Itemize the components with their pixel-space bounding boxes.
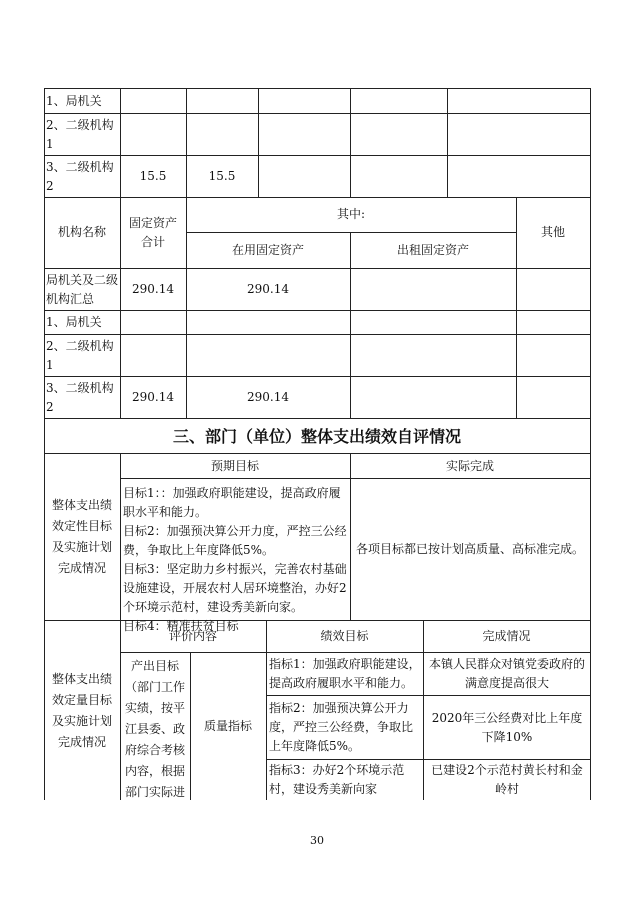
table-row-label: 局机关及二级机构汇总 xyxy=(46,272,119,306)
section-title: 三、部门（单位）整体支出绩效自评情况 xyxy=(172,426,461,446)
evaluation-content-header: 评价内容 xyxy=(168,629,217,643)
header-fixed-assets-total: 固定资产合计 xyxy=(128,215,177,249)
header-leased-assets: 出租固定资产 xyxy=(396,242,469,257)
table-row-label: 3、二级机构2 xyxy=(46,380,114,414)
header-in-use-assets: 在用固定资产 xyxy=(231,242,304,257)
header-org-name: 机构名称 xyxy=(57,225,106,239)
table-row-label: 2、二级机构1 xyxy=(46,117,114,151)
table-row-label: 3、二级机构2 xyxy=(46,159,114,193)
indicator-completion: 2020年三公经费对比上年度下降10% xyxy=(431,710,583,744)
table-cell: 15.5 xyxy=(208,169,236,183)
table-row-label: 2、二级机构1 xyxy=(46,338,114,372)
indicator-completion: 本镇人民群众对镇党委政府的满意度提高很大 xyxy=(428,657,585,690)
indicator-goal: 指标1：加强政府职能建设，提高政府履职水平和能力。 xyxy=(269,657,421,690)
table-cell: 290.14 xyxy=(247,282,289,296)
table-row-label: 1、局机关 xyxy=(46,93,102,108)
output-goal-text: 产出目标（部门工作实绩，按平江县委、政府综合考核内容，根据部门实际进 xyxy=(124,659,185,799)
expected-goals-header: 预期目标 xyxy=(210,458,259,473)
expected-goals-text: 目标1：：加强政府职能建设，提高政府履职水平和能力。 目标2：加强预决算公开力度，严控三公经费，争取比上年度降低5%。 目标3：坚定助力乡村振兴，完善农村基础设施建设，开展农村人居环境整治，办好2个环境示范村，建设秀美新向家。 目标4：精准扶贫目标 xyxy=(123,486,347,633)
header-other: 其他 xyxy=(540,225,565,239)
quantitative-label: 整体支出绩效定量目标及实施计划完成情况 xyxy=(51,671,112,749)
table-cell: 290.14 xyxy=(132,390,174,404)
table-cell: 15.5 xyxy=(139,169,167,183)
actual-completion-text: 各项目标都已按计划高质量、高标准完成。 xyxy=(355,542,584,556)
qualitative-label: 整体支出绩效定性目标及实施计划完成情况 xyxy=(51,498,112,575)
page-number: 30 xyxy=(310,833,324,847)
table-cell: 290.14 xyxy=(132,282,174,296)
header-of-which: 其中: xyxy=(336,207,366,221)
completion-status-header: 完成情况 xyxy=(482,629,531,643)
actual-completion-header: 实际完成 xyxy=(445,458,494,473)
performance-goal-header: 绩效目标 xyxy=(320,629,369,643)
table-row-label: 1、局机关 xyxy=(46,315,102,329)
indicator-goal: 指标2：加强预决算公开力度，严控三公经费，争取比上年度降低5%。 xyxy=(269,701,414,753)
indicator-completion: 已建设2个示范村黄长村和金岭村 xyxy=(431,763,583,796)
quality-indicator: 质量指标 xyxy=(203,719,252,733)
indicator-goal: 指标3：办好2个环境示范村，建设秀美新向家 xyxy=(269,763,405,796)
table-cell: 290.14 xyxy=(247,390,289,404)
